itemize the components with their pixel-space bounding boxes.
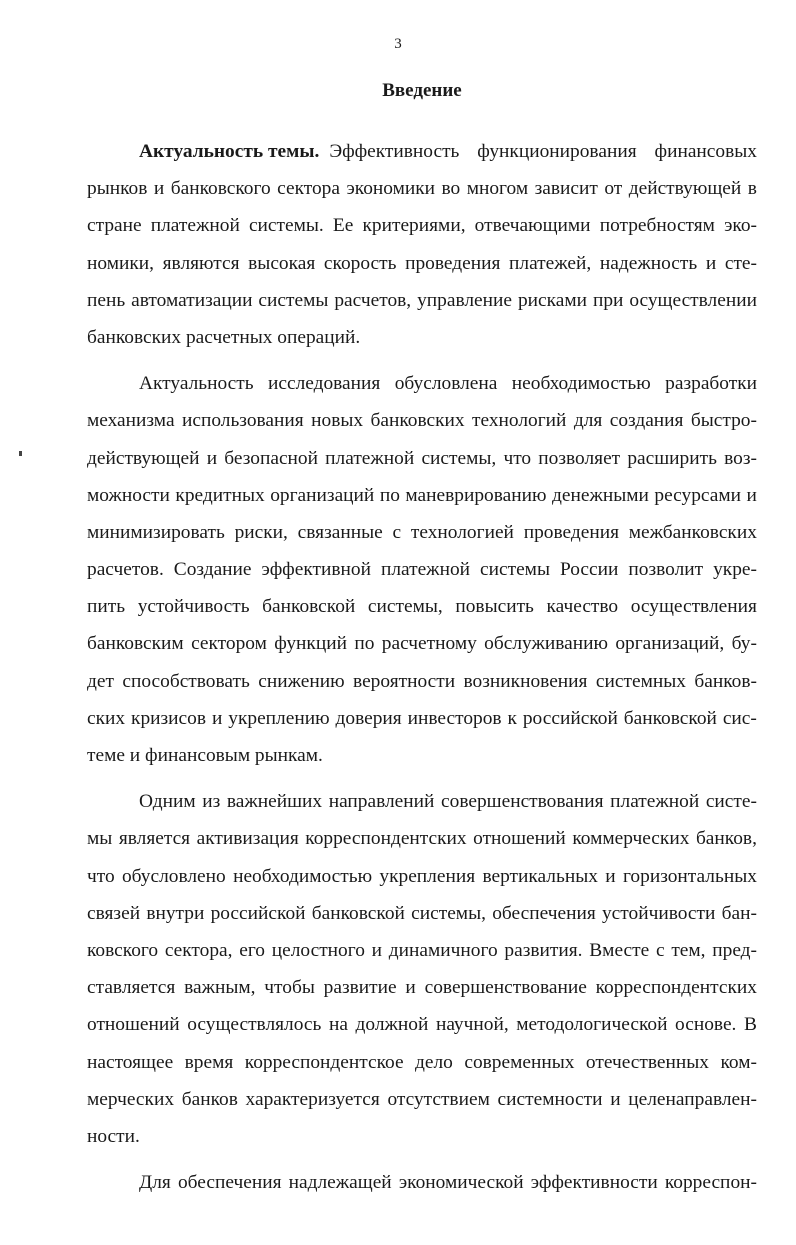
line-text: дет способствовать снижению вероятности возникновения системных банков- [87,670,757,692]
text-line [87,1164,757,1201]
line-text: минимизировать риски, связанные с технологией проведения межбанковских [87,521,757,543]
line-text: банковских расчетных операций. [87,326,361,348]
line-text: номики, являются высокая скорость проведения платежей, надежность и сте- [87,252,757,274]
text-line [87,783,757,820]
line-text: банковским сектором функций по расчетному обслуживанию организаций, бу- [87,633,757,655]
line-text: можности кредитных организаций по маневрированию денежными ресурсами и [87,484,757,506]
text-line [87,514,757,551]
line-text: пить устойчивость банковской системы, повысить качество осуществления [87,596,757,618]
document-body [87,133,757,1201]
line-text: отношений осуществлялось на должной научной, методологической основе. В [87,1014,757,1036]
text-line [87,1006,757,1043]
paragraph [87,133,757,356]
text-line [87,737,757,774]
text-line [87,625,757,662]
text-line [87,402,757,439]
line-text: Для обеспечения надлежащей экономической эффективности корреспон- [139,1172,757,1194]
text-line [87,133,757,170]
line-text: Эффективность функционирования финансовых [329,141,757,162]
text-line [87,551,757,588]
text-line [87,969,757,1006]
page-title: Введение [382,80,462,101]
text-line [87,440,757,477]
text-line [87,588,757,625]
text-line [87,282,757,319]
line-text: пень автоматизации системы расчетов, управление рисками при осуществлении [87,289,757,311]
line-text: ских кризисов и укреплению доверия инвесторов к российской банковской сис- [87,707,757,729]
line-text: мерческих банков характеризуется отсутствием системности и целенаправлен- [87,1088,757,1110]
line-text: ставляется важным, чтобы развитие и совершенствование корреспондентских [87,977,757,999]
line-text: мы является активизация корреспондентских отношений коммерческих банков, [87,828,757,850]
line-text: ковского сектора, его целостного и динамичного развития. Вместе с тем, пред- [87,939,757,961]
line-text: теме и финансовым рынкам. [87,745,323,766]
line-text: что обусловлено необходимостью укрепления вертикальных и горизонтальных [87,865,757,887]
line-text: связей внутри российской банковской системы, обеспечения устойчивости бан- [87,902,757,924]
text-line [87,820,757,857]
paragraph [87,783,757,1155]
text-line [87,663,757,700]
text-line [87,319,757,356]
line-text: настоящее время корреспондентское дело современных отечественных ком- [87,1051,757,1073]
text-line [87,207,757,244]
line-text: действующей и безопасной платежной системы, что позволяет расширить воз- [87,447,757,469]
scan-artifact [19,451,22,456]
line-text: Актуальность исследования обусловлена необходимостью разработки [139,373,757,395]
text-line [87,858,757,895]
text-line [87,895,757,932]
text-line [87,245,757,282]
paragraph [87,365,757,774]
text-line [87,932,757,969]
line-text: механизма использования новых банковских технологий для создания быстро- [87,410,757,432]
text-line [87,1081,757,1118]
page-number: 3 [394,36,402,52]
line-text: расчетов. Создание эффективной платежной системы России позволит укре- [87,559,757,581]
lead-phrase: Актуальность темы. [139,141,320,162]
line-text: рынков и банковского сектора экономики во многом зависит от действующей в [87,178,757,200]
line-text: Одним из важнейших направлений совершенствования платежной систе- [139,791,757,813]
text-line [87,477,757,514]
text-line [87,170,757,207]
paragraph [87,1164,757,1201]
text-line [87,1044,757,1081]
text-line [87,1118,757,1155]
text-line [87,700,757,737]
line-text: ности. [87,1125,140,1147]
text-line [87,365,757,402]
line-text: стране платежной системы. Ее критериями, отвечающими потребностям эко- [87,215,757,237]
